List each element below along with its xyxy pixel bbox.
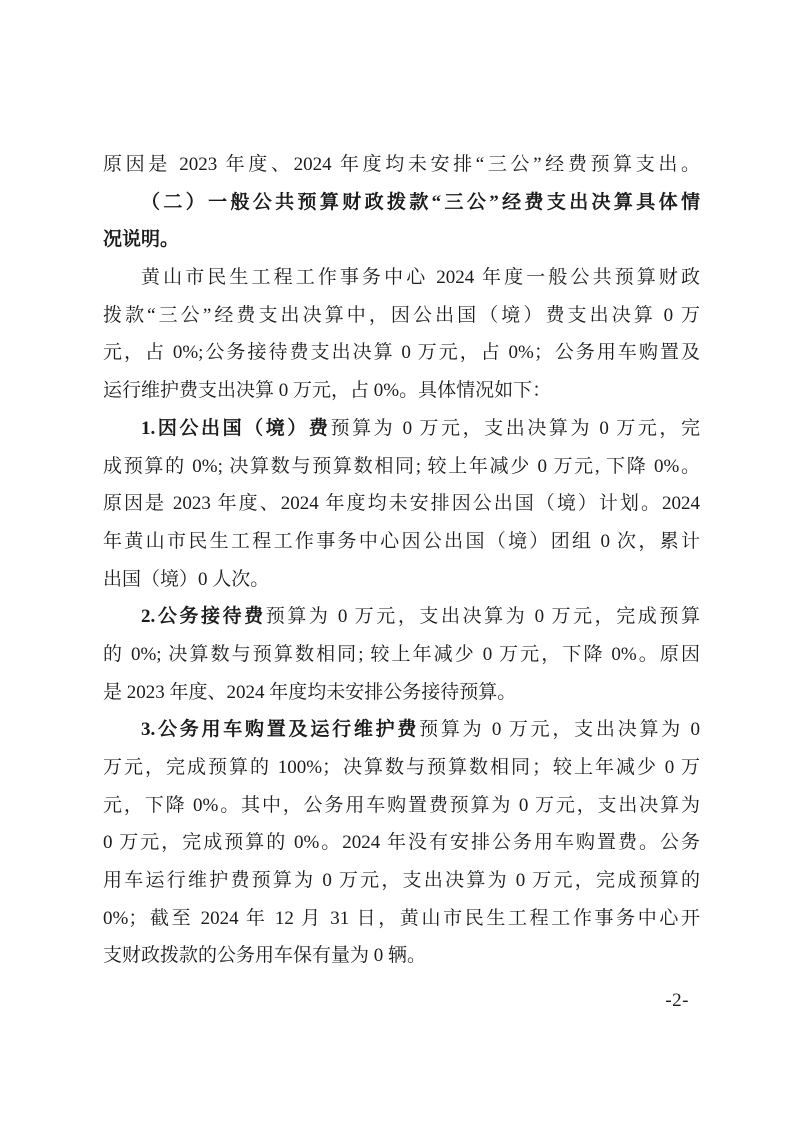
page-number: -2-	[665, 990, 689, 1011]
text-line	[103, 523, 700, 561]
body-text: 黄山市民生工程工作事务中心 2024 年度一般公共预算财政	[141, 267, 700, 289]
text-line	[103, 636, 700, 674]
text-line	[103, 410, 700, 448]
text-line	[103, 561, 700, 599]
body-text: 元，下降 0%。其中，公务用车购置费预算为 0 万元，支出决算为	[103, 794, 700, 816]
text-line	[103, 184, 700, 222]
text-block	[103, 146, 700, 975]
bold-text: 1.因公出国（境）费	[141, 417, 331, 439]
bold-text: 3.公务用车购置及运行维护费	[141, 719, 420, 741]
text-line	[103, 297, 700, 335]
text-line	[103, 448, 700, 486]
body-text: 万元，完成预算的 100%；决算数与预算数相同；较上年减少 0 万	[103, 757, 700, 778]
text-line	[103, 674, 700, 712]
text-line	[103, 146, 700, 184]
text-line	[103, 787, 700, 825]
bold-text: （二）一般公共预算财政拨款“三公”经费支出决算具体情	[141, 191, 700, 213]
text-line	[103, 221, 700, 259]
bold-text: 2.公务接待费	[141, 606, 266, 628]
bold-text: 况说明。	[103, 229, 180, 251]
body-text: 预算为 0 万元，支出决算为 0 万元，完	[330, 417, 700, 439]
text-line	[103, 749, 700, 787]
body-text: 的 0%; 决算数与预算数相同; 较上年减少 0 万元，下降 0%。原因	[103, 643, 700, 665]
body-text: 出国（境）0 人次。	[103, 568, 270, 590]
text-line	[103, 485, 700, 523]
body-text: 支财政拨款的公务用车保有量为 0 辆。	[103, 945, 427, 967]
body-text: 原因是 2023 年度、2024 年度均未安排“三公”经费预算支出。	[103, 154, 700, 175]
text-line	[103, 937, 700, 975]
body-text: 成预算的 0%; 决算数与预算数相同; 较上年减少 0 万元, 下降 0%。	[103, 455, 700, 477]
text-line	[103, 824, 700, 862]
text-line	[103, 711, 700, 749]
body-text: 用车运行维护费预算为 0 万元，支出决算为 0 万元，完成预算的	[103, 870, 700, 892]
body-text: 0 万元，完成预算的 0%。2024 年没有安排公务用车购置费。公务	[103, 832, 700, 854]
body-text: 0%；截至 2024 年 12 月 31 日，黄山市民生工程工作事务中心开	[103, 907, 700, 929]
body-text: 运行维护费支出决算 0 万元，占 0%。具体情况如下：	[103, 380, 552, 402]
text-line	[103, 372, 700, 410]
text-line	[103, 900, 700, 938]
body-text: 年黄山市民生工程工作事务中心因公出国（境）团组 0 次，累计	[103, 530, 700, 552]
body-text: 预算为 0 万元，支出决算为 0 万元，完成预算	[265, 606, 700, 628]
text-line	[103, 862, 700, 900]
body-text: 元，占 0%;公务接待费支出决算 0 万元，占 0%；公务用车购置及	[103, 342, 700, 364]
body-text: 拨款“三公”经费支出决算中，因公出国（境）费支出决算 0 万	[103, 304, 700, 326]
body-text: 预算为 0 万元，支出决算为 0	[419, 719, 700, 741]
text-line	[103, 334, 700, 372]
body-text: 原因是 2023 年度、2024 年度均未安排因公出国（境）计划。2024	[103, 493, 700, 515]
text-line	[103, 598, 700, 636]
text-line	[103, 259, 700, 297]
body-text: 是 2023 年度、2024 年度均未安排公务接待预算。	[103, 681, 517, 703]
